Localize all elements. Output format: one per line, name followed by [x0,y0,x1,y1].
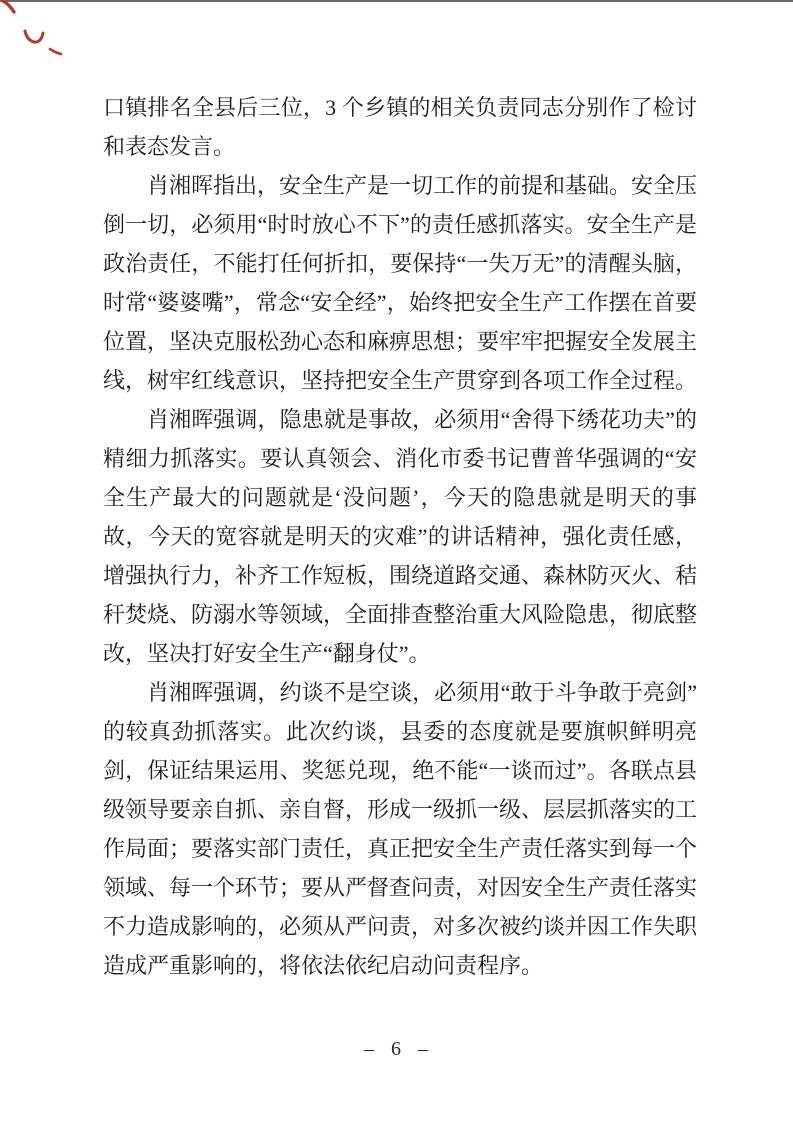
red-pen-stroke-check [25,31,43,42]
page-number: – 6 – [364,1038,429,1060]
document-body [103,88,697,985]
paragraph-xiao-xianghui-points-out: 肖湘晖指出，安全生产是一切工作的前提和基础。安全压倒一切，必须用“时时放心不下”的责任感抓落实。安全生产是政治责任，不能打任何折扣，要保持“一失万无”的清醒头脑，时常“婆婆嘴”，常念“安全经”，始终把安全生产工作摆在首要位置，坚决克服松劲心态和麻痹思想；要牢牢把握安全发展主线，树牢红线意识，坚持把安全生产贯穿到各项工作全过程。 [103,173,698,393]
paragraph-xiao-xianghui-stresses-accountability: 肖湘晖强调，约谈不是空谈，必须用“敢于斗争敢于亮剑”的较真劲抓落实。此次约谈，县委的态度就是要旗帜鲜明亮剑，保证结果运用、奖惩兑现，绝不能“一谈而过”。各联点县级领导要亲自抓、亲自督，形成一级抓一级、层层抓落实的工作局面；要落实部门责任，真正把安全生产责任落实到每一个领域、每一个环节；要从严督查问责，对因安全生产责任落实不力造成影响的，必须从严问责，对多次被约谈并因工作失职造成严重影响的，将依法依纪启动问责程序。 [103,680,698,978]
paragraph-continuation: 口镇排名全县后三位，3 个乡镇的相关负责同志分别作了检讨和表态发言。 [103,95,697,159]
red-pen-stroke-corner [3,1,14,12]
red-pen-stroke-tick [50,49,61,54]
paragraph-xiao-xianghui-stresses-hidden-dangers: 肖湘晖强调，隐患就是事故，必须用“舍得下绣花功夫”的精细力抓落实。要认真领会、消化市委书记曹普华强调的“安全生产最大的问题就是‘没问题’，今天的隐患就是明天的事故，今天的宽容就是明天的灾难”的讲话精神，强化责任感，增强执行力，补齐工作短板，围绕道路交通、森林防灭火、秸秆焚烧、防溺水等领域，全面排查整治重大风险隐患，彻底整改，坚决打好安全生产“翻身仗”。 [103,407,698,666]
red-pen-annotation-marks [0,0,80,80]
scan-top-edge [0,0,793,2]
page-footer [0,1038,793,1061]
